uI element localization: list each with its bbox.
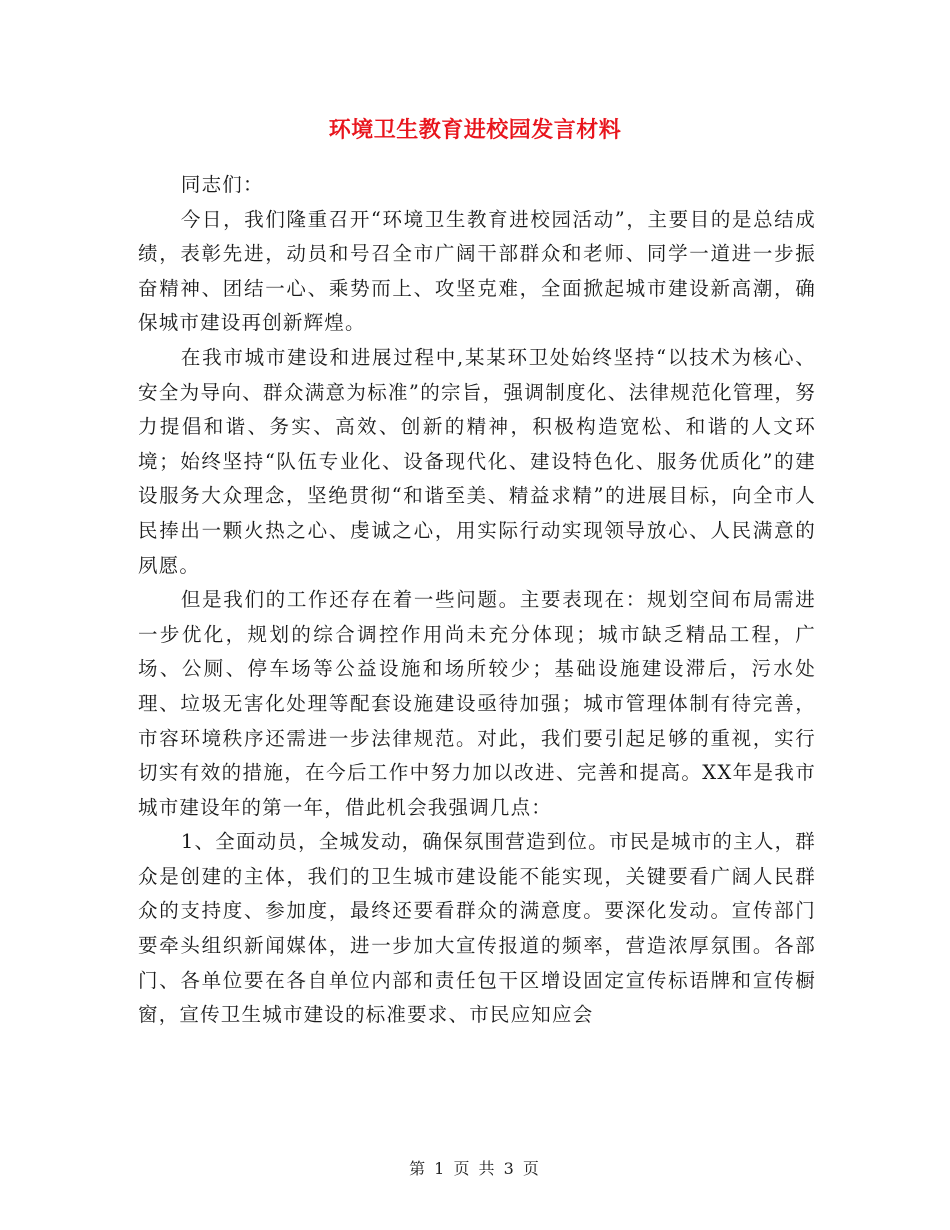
greeting: 同志们： bbox=[180, 173, 264, 196]
paragraph-1: 今日，我们隆重召开“环境卫生教育进校园活动”，主要目的是总结成绩，表彰先进，动员和号召全市广阔干部群众和老师、同学一道进一步振奋精神、团结一心、乘势而上、攻坚克难，全面掀起城市建设新高潮，确保城市建设再创新辉煌。 bbox=[138, 207, 816, 335]
paragraph-2: 在我市城市建设和进展过程中,某某环卫处始终坚持“以技术为核心、安全为导向、群众满意为标准”的宗旨，强调制度化、法律规范化管理，努力提倡和谐、务实、高效、创新的精神，积极构造宽松、和谐的人文环境；始终坚持“队伍专业化、设备现代化、建设特色化、服务优质化”的建设服务大众理念，坚绝贯彻“和谐至美、精益求精”的进展目标，向全市人民捧出一颗火热之心、虔诚之心，用实际行动实现领导放心、人民满意的夙愿。 bbox=[138, 345, 816, 577]
paragraph-4: 1、全面动员，全城发动，确保氛围营造到位。市民是城市的主人，群众是创建的主体，我们的卫生城市建设能不能实现，关键要看广阔人民群众的支持度、参加度，最终还要看群众的满意度。要深化发动。宣传部门要牵头组织新闻媒体，进一步加大宣传报道的频率，营造浓厚氛围。各部门、各单位要在各自单位内部和责任包干区增设固定宣传标语牌和宣传橱窗，宣传卫生城市建设的标准要求、市民应知应会 bbox=[138, 830, 816, 1027]
paragraph-3: 但是我们的工作还存在着一些问题。主要表现在：规划空间布局需进一步优化，规划的综合调控作用尚未充分体现；城市缺乏精品工程，广场、公厕、停车场等公益设施和场所较少；基础设施建设滞后，污水处理、垃圾无害化处理等配套设施建设亟待加强；城市管理体制有待完善，市容环境秩序还需进一步法律规范。对此，我们要引起足够的重视，实行切实有效的措施，在今后工作中努力加以改进、完善和提高。XX年是我市城市建设年的第一年，借此机会我强调几点： bbox=[138, 588, 816, 819]
page-footer: 第 1 页 共 3 页 bbox=[409, 1159, 541, 1178]
document-title: 环境卫生教育进校园发言材料 bbox=[328, 118, 622, 143]
document-body bbox=[138, 168, 816, 1033]
